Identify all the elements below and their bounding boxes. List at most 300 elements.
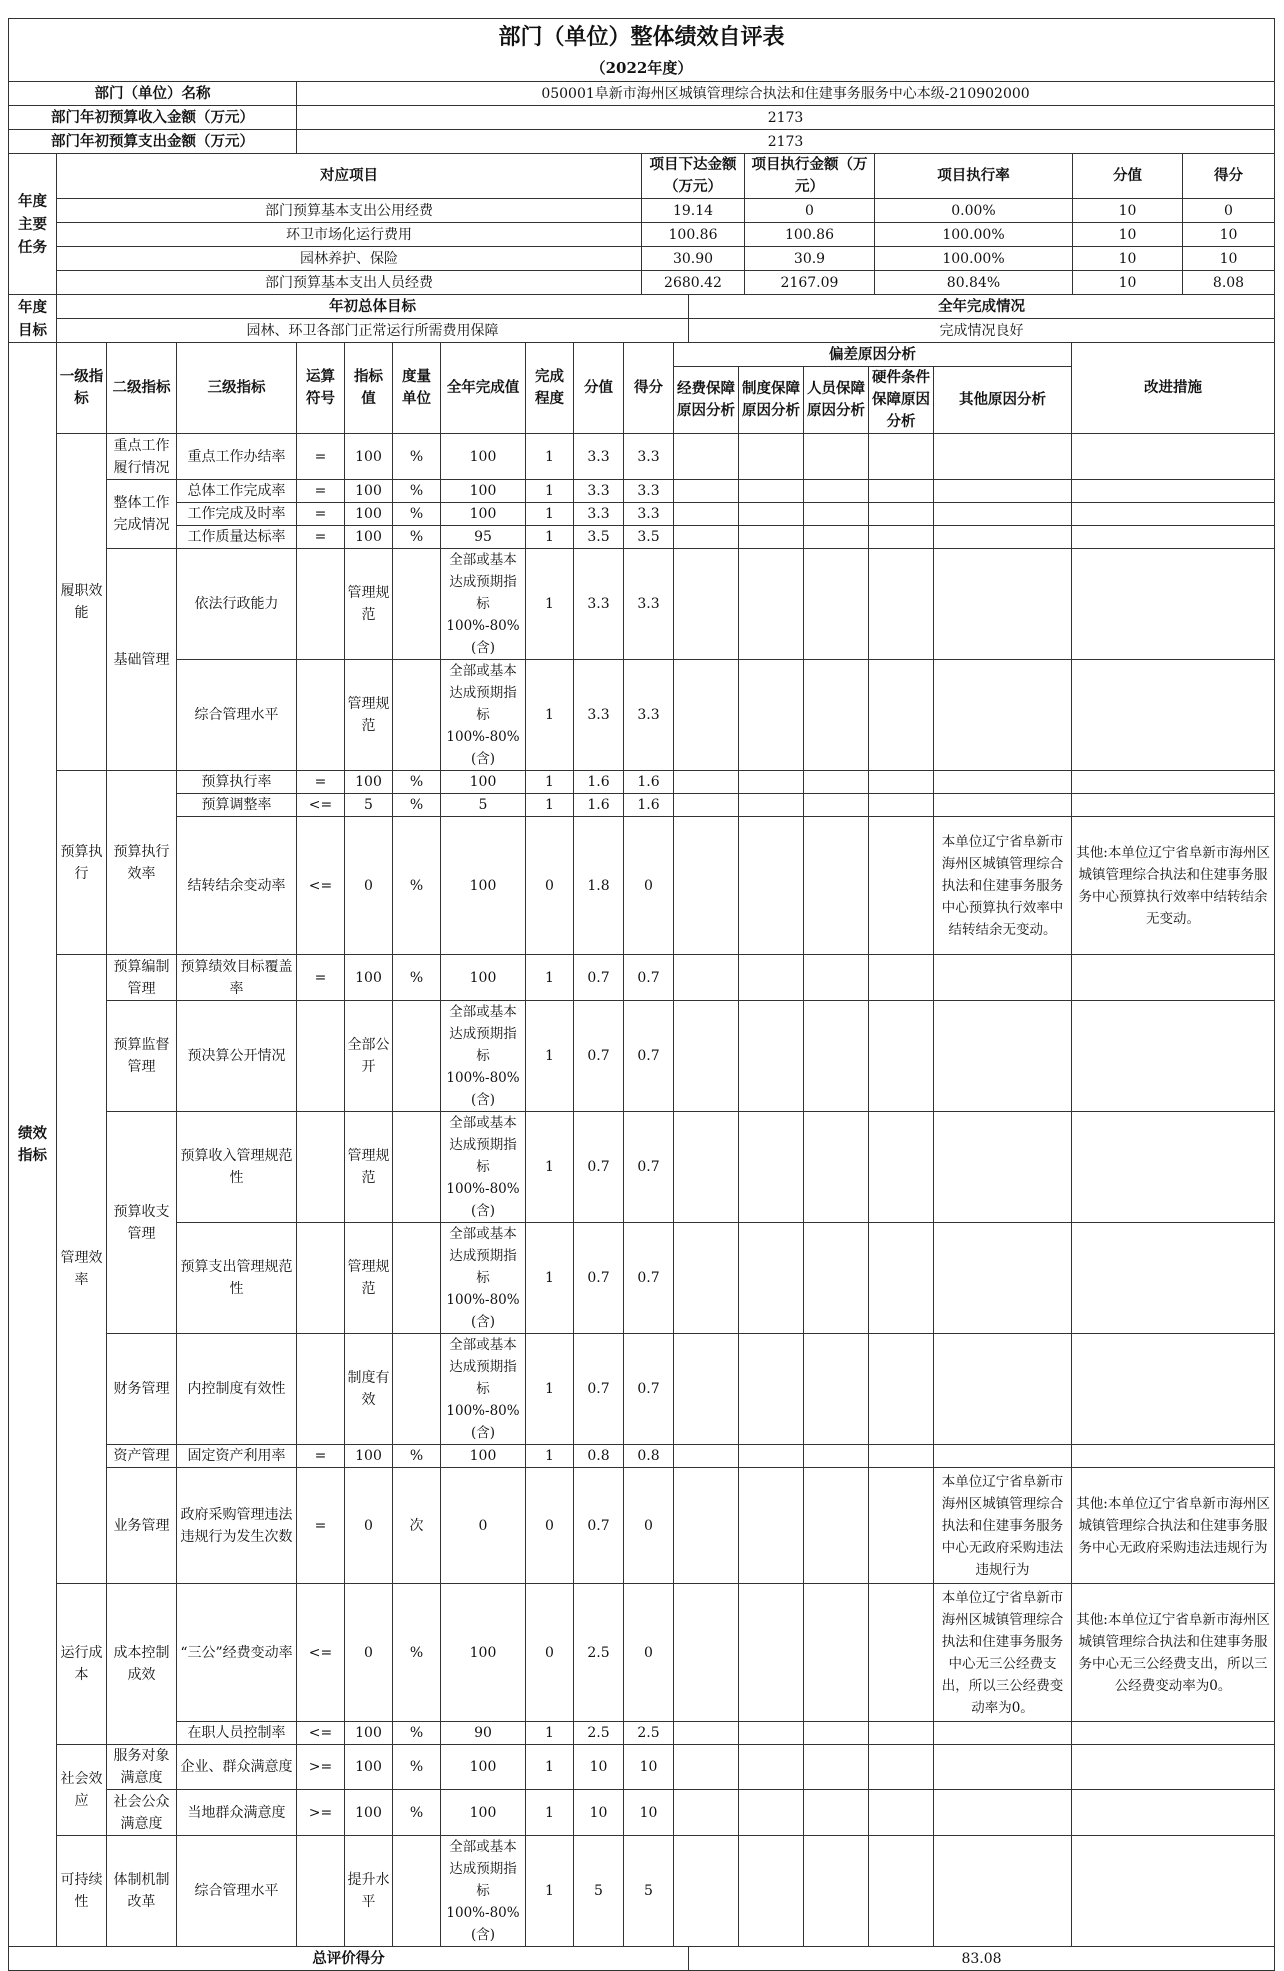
dev-cell [934, 955, 1072, 1001]
dev-cell [804, 817, 869, 955]
table-row [9, 794, 1275, 817]
ind-target: 制度有效 [345, 1334, 393, 1445]
ind-unit [393, 1223, 441, 1334]
dev-cell [739, 1223, 804, 1334]
dev-cell [674, 434, 739, 480]
ind-value: 1.8 [574, 817, 624, 955]
improve-cell [1072, 526, 1275, 549]
ind-degree: 1 [526, 1334, 574, 1445]
ind-target: 0 [345, 1468, 393, 1584]
ind-value: 3.3 [574, 503, 624, 526]
improve-cell [1072, 1223, 1275, 1334]
ind-target: 100 [345, 480, 393, 503]
improve-cell [1072, 1790, 1275, 1836]
goal-complete-text: 完成情况良好 [689, 319, 1275, 343]
ind-degree: 1 [526, 480, 574, 503]
improve-cell [1072, 1445, 1275, 1468]
ind-name: 内控制度有效性 [177, 1334, 297, 1445]
ind-op [297, 1836, 345, 1947]
ind-degree: 0 [526, 1584, 574, 1722]
ind-op: >= [297, 1790, 345, 1836]
ind-op [297, 549, 345, 660]
ind-unit [393, 1001, 441, 1112]
ind-name: 预算支出管理规范性 [177, 1223, 297, 1334]
tasks-table [8, 153, 1275, 295]
goal-complete-header: 全年完成情况 [689, 295, 1275, 319]
ind-op: = [297, 503, 345, 526]
dept-name: 050001阜新市海州区城镇管理综合执法和住建事务服务中心本级-210902000 [297, 82, 1275, 106]
ind-value: 1.6 [574, 794, 624, 817]
dev-cell [739, 1001, 804, 1112]
dev-cell [739, 794, 804, 817]
dev-cell [804, 1584, 869, 1722]
ind-actual: 全部或基本达成预期指标100%-80%(含) [441, 1836, 526, 1947]
ind-unit [393, 660, 441, 771]
dev-cell [674, 1584, 739, 1722]
dev-cell [739, 660, 804, 771]
ind-op [297, 1223, 345, 1334]
improve-cell [1072, 1745, 1275, 1790]
sub-asset: 资产管理 [107, 1445, 177, 1468]
ind-header-target: 指标值 [345, 343, 393, 434]
dev-cell [934, 1745, 1072, 1790]
ind-value: 10 [574, 1745, 624, 1790]
dev-cell [739, 1112, 804, 1223]
table-row [9, 1468, 1275, 1584]
ind-name: 总体工作完成率 [177, 480, 297, 503]
table-row [9, 1836, 1275, 1947]
ind-value: 10 [574, 1790, 624, 1836]
ind-unit: % [393, 526, 441, 549]
ind-unit [393, 1836, 441, 1947]
improve-cell [1072, 434, 1275, 480]
dev-cell [869, 660, 934, 771]
task-allocated: 30.90 [642, 247, 745, 271]
sub-overall: 整体工作完成情况 [107, 480, 177, 549]
task-score: 8.08 [1183, 271, 1275, 295]
tasks-header-item: 对应项目 [57, 154, 642, 199]
task-executed: 30.9 [745, 247, 875, 271]
ind-unit [393, 1112, 441, 1223]
ind-actual: 全部或基本达成预期指标100%-80%(含) [441, 1223, 526, 1334]
dev-cell [934, 794, 1072, 817]
dept-label: 部门（单位）名称 [9, 82, 297, 106]
ind-header-score: 得分 [624, 343, 674, 434]
dev-cell [739, 549, 804, 660]
table-row [9, 817, 1275, 955]
dev-cell [934, 1112, 1072, 1223]
dev-cell [674, 1223, 739, 1334]
ind-name: 重点工作办结率 [177, 434, 297, 480]
ind-value: 5 [574, 1836, 624, 1947]
ind-header-degree: 完成程度 [526, 343, 574, 434]
ind-score: 2.5 [624, 1722, 674, 1745]
dev-cell [934, 1722, 1072, 1745]
improve-cell [1072, 794, 1275, 817]
sub-budget-prep: 预算编制管理 [107, 955, 177, 1001]
indicators-section-label: 绩效指标 [9, 343, 57, 1947]
dev-cell [804, 1468, 869, 1584]
dev-cell [674, 1001, 739, 1112]
dev-cell [674, 794, 739, 817]
ind-score: 10 [624, 1790, 674, 1836]
dev-cell [804, 1745, 869, 1790]
ind-target: 管理规范 [345, 660, 393, 771]
improve-cell [1072, 1112, 1275, 1223]
ind-target: 100 [345, 434, 393, 480]
ind-name: 预算收入管理规范性 [177, 1112, 297, 1223]
total-label: 总评价得分 [9, 1947, 689, 1971]
dev-cell [674, 1112, 739, 1223]
year-subtitle: （2022年度） [9, 55, 1275, 82]
expense-label: 部门年初预算支出金额（万元） [9, 130, 297, 154]
ind-actual: 全部或基本达成预期指标100%-80%(含) [441, 1001, 526, 1112]
ind-op: = [297, 526, 345, 549]
ind-unit: % [393, 817, 441, 955]
total-value: 83.08 [689, 1947, 1275, 1971]
sub-key-work: 重点工作履行情况 [107, 434, 177, 480]
ind-value: 0.7 [574, 1223, 624, 1334]
dev-cell [674, 660, 739, 771]
ind-op: = [297, 1468, 345, 1584]
dev-cell [934, 1223, 1072, 1334]
ind-value: 3.3 [574, 434, 624, 480]
ind-unit: % [393, 955, 441, 1001]
group-perf: 履职效能 [57, 434, 107, 771]
ind-unit: % [393, 1790, 441, 1836]
ind-score: 0 [624, 1468, 674, 1584]
ind-header-actual: 全年完成值 [441, 343, 526, 434]
dev-cell [739, 1334, 804, 1445]
dev-cell [934, 1836, 1072, 1947]
ind-name: 预决算公开情况 [177, 1001, 297, 1112]
dev-cell [674, 549, 739, 660]
task-score: 0 [1183, 199, 1275, 223]
expense-value: 2173 [297, 130, 1275, 154]
dev-other-text: 本单位辽宁省阜新市海州区城镇管理综合执法和住建事务服务中心无政府采购违法违规行为 [934, 1468, 1072, 1584]
ind-score: 1.6 [624, 771, 674, 794]
ind-degree: 1 [526, 1001, 574, 1112]
dev-cell [674, 817, 739, 955]
ind-degree: 1 [526, 1223, 574, 1334]
ind-target: 100 [345, 1722, 393, 1745]
tasks-header-rate: 项目执行率 [875, 154, 1073, 199]
table-row [9, 1001, 1275, 1112]
sub-basic: 基础管理 [107, 549, 177, 771]
ind-degree: 0 [526, 1468, 574, 1584]
ind-actual: 0 [441, 1468, 526, 1584]
ind-score: 0.8 [624, 1445, 674, 1468]
ind-header-dev-funding: 经费保障原因分析 [674, 367, 739, 434]
ind-header-level1: 一级指标 [57, 343, 107, 434]
ind-header-dev-other: 其他原因分析 [934, 367, 1072, 434]
dev-cell [674, 503, 739, 526]
dev-cell [674, 1836, 739, 1947]
tasks-header-score: 得分 [1183, 154, 1275, 199]
table-row [9, 434, 1275, 480]
ind-degree: 0 [526, 817, 574, 955]
ind-op [297, 660, 345, 771]
ind-value: 0.8 [574, 1445, 624, 1468]
dev-cell [869, 817, 934, 955]
dev-cell [804, 434, 869, 480]
dev-cell [739, 1468, 804, 1584]
ind-score: 3.3 [624, 549, 674, 660]
ind-degree: 1 [526, 1445, 574, 1468]
task-executed: 2167.09 [745, 271, 875, 295]
improve-cell [1072, 1836, 1275, 1947]
improve-cell [1072, 1722, 1275, 1745]
ind-unit: % [393, 1445, 441, 1468]
ind-actual: 90 [441, 1722, 526, 1745]
ind-degree: 1 [526, 660, 574, 771]
ind-op: = [297, 955, 345, 1001]
dev-cell [934, 1790, 1072, 1836]
ind-name: 固定资产利用率 [177, 1445, 297, 1468]
ind-value: 0.7 [574, 1468, 624, 1584]
ind-actual: 全部或基本达成预期指标100%-80%(含) [441, 1334, 526, 1445]
ind-name: 在职人员控制率 [177, 1722, 297, 1745]
tasks-header-executed: 项目执行金额（万元） [745, 154, 875, 199]
dev-cell [934, 549, 1072, 660]
ind-target: 100 [345, 526, 393, 549]
ind-header-dev-hardware: 硬件条件保障原因分析 [869, 367, 934, 434]
dev-cell [804, 955, 869, 1001]
ind-value: 3.3 [574, 480, 624, 503]
income-label: 部门年初预算收入金额（万元） [9, 106, 297, 130]
sub-public-sat: 社会公众满意度 [107, 1790, 177, 1836]
dev-cell [869, 1836, 934, 1947]
ind-unit: % [393, 503, 441, 526]
ind-actual: 全部或基本达成预期指标100%-80%(含) [441, 549, 526, 660]
task-score-value: 10 [1073, 223, 1183, 247]
sub-finance: 财务管理 [107, 1334, 177, 1445]
task-row [9, 247, 1275, 271]
ind-value: 0.7 [574, 1334, 624, 1445]
dev-cell [739, 1584, 804, 1722]
task-item: 部门预算基本支出人员经费 [57, 271, 642, 295]
ind-actual: 100 [441, 955, 526, 1001]
ind-op: = [297, 771, 345, 794]
dev-cell [674, 1722, 739, 1745]
improve-cell [1072, 503, 1275, 526]
sub-reform: 体制机制改革 [107, 1836, 177, 1947]
ind-name: 当地群众满意度 [177, 1790, 297, 1836]
ind-degree: 1 [526, 434, 574, 480]
ind-degree: 1 [526, 771, 574, 794]
dev-cell [739, 526, 804, 549]
ind-actual: 95 [441, 526, 526, 549]
task-rate: 100.00% [875, 247, 1073, 271]
table-row [9, 526, 1275, 549]
ind-score: 0.7 [624, 1223, 674, 1334]
task-item: 部门预算基本支出公用经费 [57, 199, 642, 223]
dev-cell [739, 503, 804, 526]
dev-cell [804, 794, 869, 817]
sub-budget-supervise: 预算监督管理 [107, 1001, 177, 1112]
ind-op: = [297, 480, 345, 503]
dev-cell [869, 1584, 934, 1722]
ind-target: 管理规范 [345, 1223, 393, 1334]
ind-score: 0 [624, 817, 674, 955]
dev-cell [804, 1001, 869, 1112]
header-table [8, 18, 1275, 154]
table-row [9, 1745, 1275, 1790]
dev-cell [934, 503, 1072, 526]
improve-cell [1072, 660, 1275, 771]
page-title: 部门（单位）整体绩效自评表 [9, 19, 1275, 56]
ind-target: 管理规范 [345, 549, 393, 660]
ind-actual: 5 [441, 794, 526, 817]
ind-target: 0 [345, 1584, 393, 1722]
improve-text: 其他:本单位辽宁省阜新市海州区城镇管理综合执法和住建事务服务中心预算执行效率中结转结余无变动。 [1072, 817, 1275, 955]
dev-cell [934, 660, 1072, 771]
ind-unit: % [393, 480, 441, 503]
dev-cell [739, 1790, 804, 1836]
dev-cell [869, 1745, 934, 1790]
table-row [9, 1334, 1275, 1445]
ind-name: 工作完成及时率 [177, 503, 297, 526]
ind-header-unit: 度量单位 [393, 343, 441, 434]
ind-degree: 1 [526, 1112, 574, 1223]
ind-degree: 1 [526, 955, 574, 1001]
ind-value: 3.3 [574, 660, 624, 771]
dev-cell [804, 1112, 869, 1223]
dev-cell [674, 1334, 739, 1445]
dev-cell [674, 955, 739, 1001]
tasks-header-score-value: 分值 [1073, 154, 1183, 199]
ind-degree: 1 [526, 549, 574, 660]
ind-actual: 100 [441, 1445, 526, 1468]
ind-op [297, 1001, 345, 1112]
ind-actual: 100 [441, 1584, 526, 1722]
improve-text: 其他:本单位辽宁省阜新市海州区城镇管理综合执法和住建事务服务中心无政府采购违法违规行为 [1072, 1468, 1275, 1584]
dev-cell [804, 503, 869, 526]
ind-target: 100 [345, 1790, 393, 1836]
dev-cell [674, 1445, 739, 1468]
ind-target: 5 [345, 794, 393, 817]
table-row [9, 1790, 1275, 1836]
dev-cell [739, 480, 804, 503]
ind-degree: 1 [526, 794, 574, 817]
task-item: 园林养护、保险 [57, 247, 642, 271]
ind-actual: 100 [441, 480, 526, 503]
dev-cell [804, 526, 869, 549]
ind-degree: 1 [526, 1745, 574, 1790]
dev-cell [739, 955, 804, 1001]
ind-unit: % [393, 1745, 441, 1790]
dev-cell [804, 1836, 869, 1947]
task-score-value: 10 [1073, 247, 1183, 271]
ind-target: 100 [345, 503, 393, 526]
dev-cell [674, 1745, 739, 1790]
total-table [8, 1946, 1275, 1971]
ind-op: = [297, 1445, 345, 1468]
dev-cell [869, 1001, 934, 1112]
sub-budget-exec: 预算执行效率 [107, 771, 177, 955]
improve-text: 其他:本单位辽宁省阜新市海州区城镇管理综合执法和住建事务服务中心无三公经费支出，所以三公经费变动率为0。 [1072, 1584, 1275, 1722]
task-score-value: 10 [1073, 199, 1183, 223]
ind-target: 100 [345, 1445, 393, 1468]
dev-cell [739, 1445, 804, 1468]
task-allocated: 100.86 [642, 223, 745, 247]
ind-degree: 1 [526, 503, 574, 526]
goal-section-label: 年度目标 [9, 295, 57, 343]
ind-actual: 100 [441, 1745, 526, 1790]
goal-initial-header: 年初总体目标 [57, 295, 689, 319]
improve-cell [1072, 771, 1275, 794]
ind-score: 3.3 [624, 480, 674, 503]
dev-cell [674, 526, 739, 549]
task-score: 10 [1183, 247, 1275, 271]
dev-cell [739, 817, 804, 955]
task-item: 环卫市场化运行费用 [57, 223, 642, 247]
dev-cell [934, 1445, 1072, 1468]
task-rate: 80.84% [875, 271, 1073, 295]
table-row [9, 1223, 1275, 1334]
ind-unit [393, 1334, 441, 1445]
dev-cell [739, 434, 804, 480]
dev-cell [739, 1745, 804, 1790]
ind-op: <= [297, 817, 345, 955]
ind-score: 1.6 [624, 794, 674, 817]
dev-cell [804, 549, 869, 660]
task-rate: 0.00% [875, 199, 1073, 223]
ind-header-level2: 二级指标 [107, 343, 177, 434]
table-row [9, 1112, 1275, 1223]
task-row [9, 271, 1275, 295]
dev-cell [674, 1468, 739, 1584]
dev-cell [739, 1836, 804, 1947]
ind-unit: % [393, 1584, 441, 1722]
ind-op: = [297, 434, 345, 480]
ind-header-op: 运算符号 [297, 343, 345, 434]
ind-value: 1.6 [574, 771, 624, 794]
sub-business: 业务管理 [107, 1468, 177, 1584]
table-row [9, 955, 1275, 1001]
dev-cell [804, 1790, 869, 1836]
task-executed: 0 [745, 199, 875, 223]
dev-cell [869, 955, 934, 1001]
dev-cell [869, 549, 934, 660]
indicators-table [8, 342, 1275, 1947]
dev-cell [869, 771, 934, 794]
ind-actual: 100 [441, 503, 526, 526]
ind-score: 3.3 [624, 434, 674, 480]
task-row [9, 199, 1275, 223]
dev-cell [869, 480, 934, 503]
dev-other-text: 本单位辽宁省阜新市海州区城镇管理综合执法和住建事务服务中心无三公经费支出，所以三公经费变动率为0。 [934, 1584, 1072, 1722]
ind-actual: 100 [441, 817, 526, 955]
improve-cell [1072, 549, 1275, 660]
dev-cell [934, 1334, 1072, 1445]
ind-degree: 1 [526, 526, 574, 549]
dev-cell [804, 1223, 869, 1334]
ind-score: 3.5 [624, 526, 674, 549]
task-score-value: 10 [1073, 271, 1183, 295]
improve-cell [1072, 955, 1275, 1001]
ind-name: 工作质量达标率 [177, 526, 297, 549]
ind-actual: 100 [441, 434, 526, 480]
ind-score: 10 [624, 1745, 674, 1790]
ind-header-improve: 改进措施 [1072, 343, 1275, 434]
ind-op: <= [297, 794, 345, 817]
dev-cell [804, 1722, 869, 1745]
ind-name: 依法行政能力 [177, 549, 297, 660]
dev-cell [934, 434, 1072, 480]
ind-value: 0.7 [574, 1112, 624, 1223]
dev-cell [934, 771, 1072, 794]
